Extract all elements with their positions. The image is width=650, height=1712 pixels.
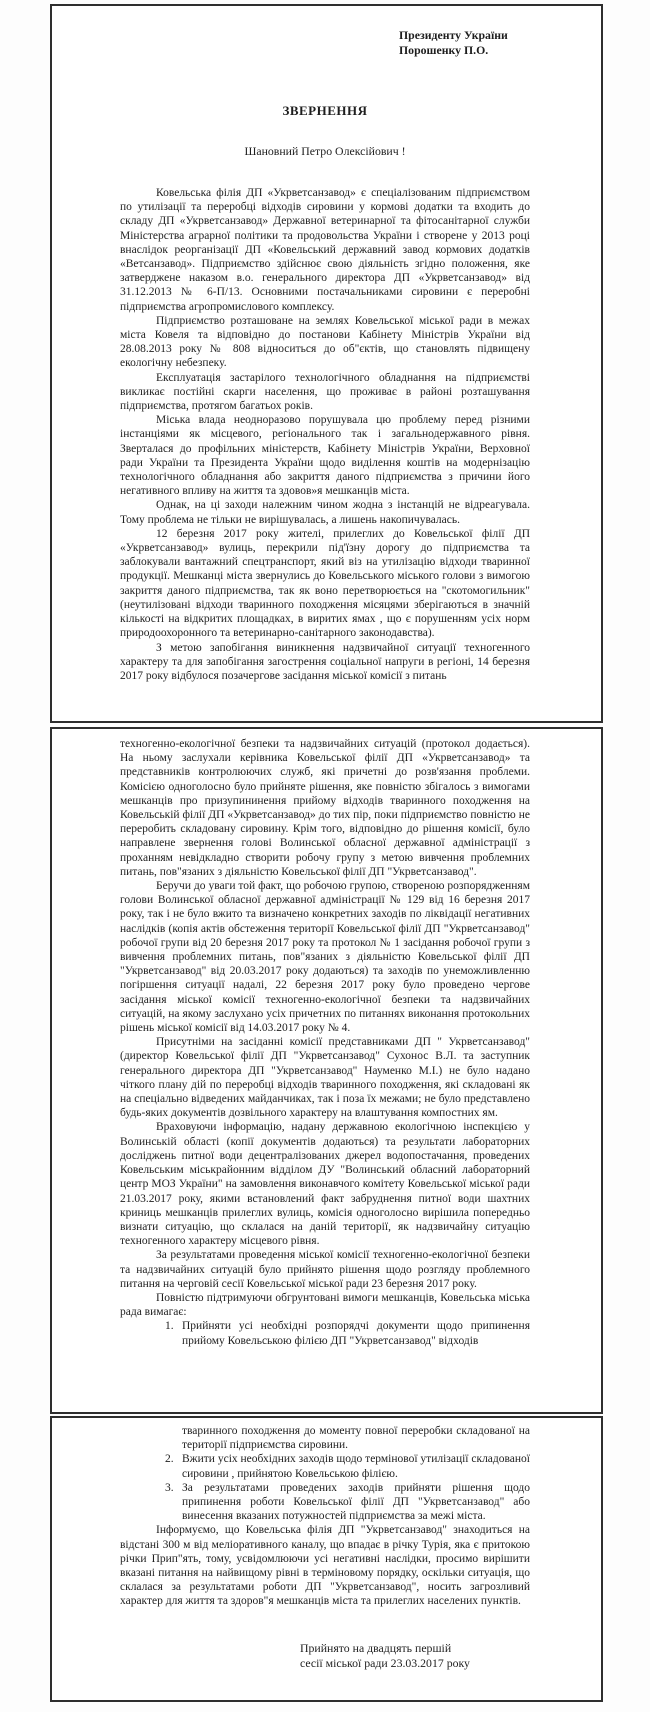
paragraph: Ковельська філія ДП «Укрветсанзавод» є спеціалізованим підприємством по утилізації та переробці відходів сировини у кормові додатки та входить до складу ДП «Укрветсанзавод» Державної ветеринарної та фітосанітарної служби Міністерства аграрної політики та продовольства України і створене у 2013 році внаслідок реорганізації ДП «Ковельський державний завод кормових додатків «Ветсанзавод». Підприємство здійснює свою діяльність згідно положення, яке затверджене наказом в.о. генерального директора ДП «Укрветсанзавод» від 31.12.2013 № 6-П/13. Основними постачальниками сировини є переробні підприємства агропромислового комплексу. — [120, 187, 530, 313]
list-item-text: Прийняти усі необхідні розпорядчі документи щодо припинення прийому Ковельською філією ДП "Укрветсанзавод" відходів — [182, 1320, 530, 1347]
closing-line-2: сесії міської ради 23.03.2017 року — [300, 1656, 470, 1671]
list-number: 1. — [165, 1320, 174, 1333]
paragraph: 12 березня 2017 року жителі, прилеглих до Ковельської філії ДП «Укрветсанзавод» вулиць, перекрили під'їзну дорогу до підприємства та заблокували вантажний спецтранспорт, який віз на утилізацію відходи тваринної продукції. Мешканці міста звернулись до Ковельського міського голови з вимогою закриття даного підприємства, так як воно перетворюється на "скотомогильник" (неутилізовані відходи тваринного походження місяцями зберігаються в значній кількості на відкритих площадках, в виритих ямах , що є порушенням усіх норм природоохоронного та ветеринарно-санітарного законодавства). — [120, 527, 530, 640]
addressee-line-2: Порошенку П.О. — [399, 42, 489, 57]
closing-block — [300, 1641, 530, 1672]
addressee-line-1: Президенту України — [399, 28, 508, 42]
numbered-list-item — [165, 1319, 530, 1347]
salutation: Шановний Петро Олексійович ! — [244, 144, 406, 158]
page-3 — [50, 1416, 603, 1702]
page-1 — [50, 4, 603, 723]
numbered-list-item — [165, 1481, 530, 1524]
document-title: ЗВЕРНЕННЯ — [282, 103, 368, 118]
list-item-continuation: тваринного походження до моменту повної переробки складованої на території підприємства сировини. — [182, 1425, 530, 1452]
paragraph: Експлуатація застарілого технологічного обладнання на підприємстві викликає постійні скарги населення, що проживає в районі розташування підприємства, протягом багатьох років. — [120, 371, 530, 413]
list-item-text: Вжити усіх необхідних заходів щодо термінової утилізації складованої сировини , прийнятою Ковельською філією. — [182, 1453, 530, 1480]
paragraph: Підприємство розташоване на землях Ковельської міської ради в межах міста Ковеля та відповідно до постанови Кабінету Міністрів України від 28.08.2013 року № 808 відноситься до об"єктів, що становлять підвищену екологічну небезпеку. — [120, 314, 530, 370]
addressee-block — [399, 28, 530, 57]
list-number: 3. — [165, 1481, 174, 1494]
page-2 — [50, 727, 603, 1414]
paragraph: З метою запобігання виникнення надзвичайної ситуації техногенного характеру та для запобігання загострення соціальної напруги в регіоні, 14 березня 2017 року відбулося позачергове засідання міської комісії з питань — [120, 641, 530, 682]
paragraph: За результатами проведення міської комісії техногенно-екологічної безпеки та надзвичайних ситуацій було прийнято рішення щодо розгляду проблемного питання на черговій сесії Ковельської міської ради 23 березня 2017 року. — [120, 1249, 530, 1290]
paragraph: Враховуючи інформацію, надану державною екологічною інспекцією у Волинській області (копії документів додаються) та результати лабораторних досліджень питної води децентралізованих джерел водопостачання, проведених Ковельським міськрайонним відділом ДУ "Волинський обласний лабораторний центр МОЗ України" на замовлення виконавчого комітету Ковельської міської ради 21.03.2017 року, якими встановлений факт забруднення питної води шахтних криниць мешканців прилеглих вулиць, комісія одноголосно вирішила попередньо визнати ситуацію, що склалася на даній території, як надзвичайну ситуацію техногенного характеру місцевого рівня. — [120, 1121, 530, 1248]
numbered-list-item — [165, 1452, 530, 1480]
paragraph: Інформуємо, що Ковельська філія ДП "Укрветсанзавод" знаходиться на відстані 300 м від меліоративного каналу, що впадає в річку Турія, яка є притокою річки Прип"ять, тому, усвідомлюючи усі негативні наслідки, просимо вирішити вказані питання на найвищому рівні в терміновому порядку, оскільки ситуація, що склалася за результатами роботи ДП "Укрветсанзавод", носить загрозливий характер для життя та здоров"я мешканців міста та прилеглих населених пунктів. — [120, 1524, 530, 1608]
paragraph: Міська влада неодноразово порушувала цю проблему перед різними інстанціями як місцевого, регіонального так і загальнодержавного рівня. Зверталася до профільних міністерств, Кабінету Міністрів України, Верховної ради України та Президента України щодо виділення коштів на модернізацію технологічного обладнання або закриття даного підприємства з причини його негативного впливу на життя та здовов»я мешканців міста. — [120, 414, 530, 498]
list-number: 2. — [165, 1453, 174, 1466]
list-item-text: За результатами проведених заходів прийняти рішення щодо припинення роботи Ковельської філії ДП "Укрветсанзавод" або винесення вказаних потужностей підприємства за межі міста. — [182, 1481, 530, 1523]
paragraph: Однак, на ці заходи належним чином жодна з інстанцій не відреагувала. Тому проблема не тільки не вирішувалась, а лишень накопичувалась. — [120, 499, 530, 526]
paragraph: Повністю підтримуючи обгрунтовані вимоги мешканців, Ковельська міська рада вимагає: — [120, 1291, 530, 1319]
paragraph: Беручи до уваги той факт, що робочою групою, створеною розпорядженням голови Волинської обласної державної адміністрації № 129 від 16 березня 2017 року, так і не було вжито та визначено конкретних заходів по ліквідації негативних наслідків (копія актів обстеження території Ковельської філії ДП "Укрветсанзавод" робочої групи від 20 березня 2017 року та протокол № 1 засідання робочої групи з вивчення проблемних питань, пов"язаних з діяльністю Ковельської філії ДП "Укрветсанзавод" від 20.03.2017 року додаються) та заходів по унеможливленню погіршення ситуації надалі, 22 березня 2017 року було проведено чергове засідання міської комісії техногенно-екологічної безпеки та надзвичайних ситуацій, на якому заслухано усіх причетних по питаннях виконання протокольних рішень міської комісії від 14.03.2017 року № 4. — [120, 880, 530, 1035]
paragraph: Присутніми на засіданні комісії представниками ДП " Укрветсанзавод" (директор Ковельської філії ДП "Укрветсанзавод" Сухонос В.Л. та заступник генерального директора ДП "Укрветсанзавод" Науменко М.І.) не було надано чіткого плану дій по переробці відходів тваринного походження, які складовані як на спеціально відведених майданчиках, так і поза їх межами; не було представлено будь-яких документів дозвільного характеру на влаштування компостних ям. — [120, 1036, 530, 1120]
paragraph-continuation: техногенно-екологічної безпеки та надзвичайних ситуацій (протокол додається). На ньому заслухали керівника Ковельської філії ДП «Укрветсанзавод» та представників контролюючих служб, які причетні до розв'язання проблеми. Комісією одноголосно було прийняте рішення, яке повністю збігалось з вимогами мешканців про призупининення прийому відходів тваринного походження на Ковельській філії ДП «Укрветсанзавод» до тих пір, поки підприємство повністю не переробить складовану сировину. Крім того, відповідно до рішення комісії, було направлене звернення голові Волинської обласної державної адміністрації з проханням невідкладно створити робочу групу з метою вивчення проблемних питань, пов"язаних з діяльністю Ковельської філії ДП "Укрветсанзавод". — [120, 738, 530, 878]
closing-line-1: Прийнято на двадцять першій — [300, 1640, 452, 1655]
